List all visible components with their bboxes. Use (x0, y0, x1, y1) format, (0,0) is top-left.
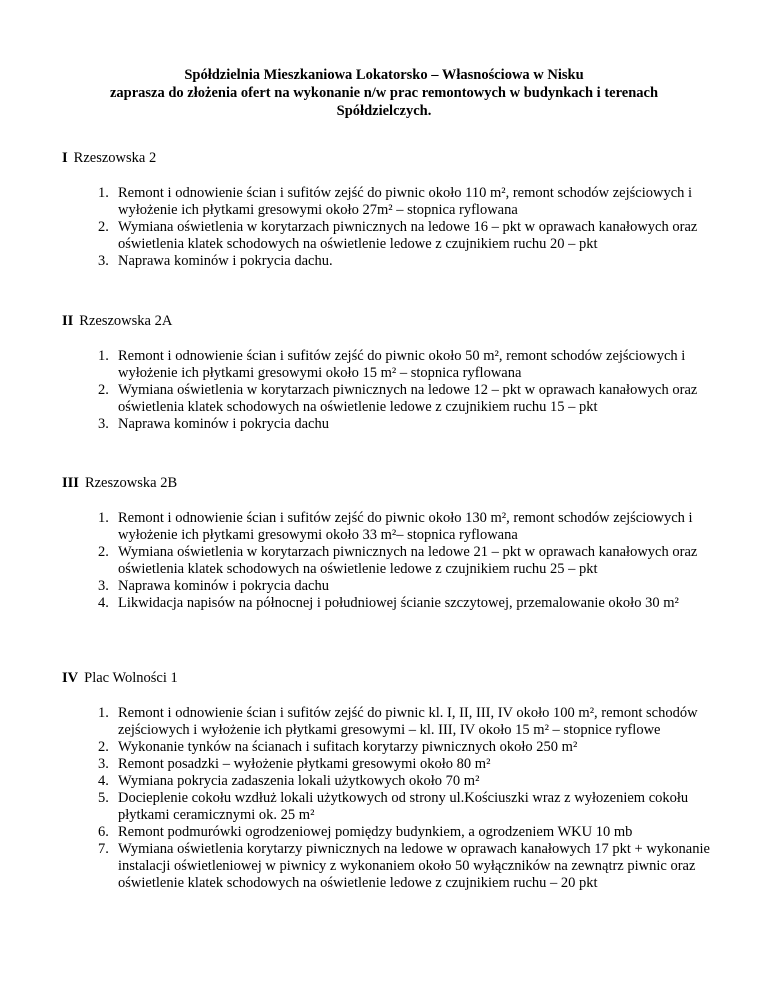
document-header (0, 66, 768, 120)
list-item (62, 510, 722, 544)
list-item (62, 348, 722, 382)
item-text: Wymiana oświetlenia w korytarzach piwnicznych na ledowe 16 – pkt w oprawach kanałowych oraz oświetlenia klatek schodowych na oświetlenie ledowe z czujnikiem ruchu 20 – pkt (118, 219, 698, 252)
item-text: Wymiana oświetlenia w korytarzach piwnicznych na ledowe 21 – pkt w oprawach kanałowych oraz oświetlenia klatek schodowych na oświetlenie ledowe z czujnikiem ruchu 25 – pkt (118, 544, 698, 577)
section-number: III (62, 475, 79, 491)
item-text: Remont i odnowienie ścian i sufitów zejść do piwnic kl. I, II, III, IV około 100 m², remont schodów zejściowych i wyłożenie ich płytkami gresowymi – kl. III, IV około 15 m² – stopnice ryflowe (118, 705, 698, 738)
work-list (62, 510, 722, 612)
header-line-1: Spółdzielnia Mieszkaniowa Lokatorsko – Własnościowa w Nisku (184, 67, 584, 83)
list-item (62, 790, 722, 824)
list-item (62, 219, 722, 253)
item-number: 1. (98, 705, 109, 721)
work-list (62, 348, 722, 433)
item-number: 2. (98, 544, 109, 560)
section-heading (62, 670, 722, 687)
list-item (62, 416, 722, 433)
item-number: 3. (98, 253, 109, 269)
work-list (62, 705, 722, 892)
section-1 (62, 150, 722, 270)
item-number: 7. (98, 841, 109, 857)
list-item (62, 253, 722, 270)
item-number: 5. (98, 790, 109, 806)
item-text: Wymiana oświetlenia w korytarzach piwnicznych na ledowe 12 – pkt w oprawach kanałowych oraz oświetlenia klatek schodowych na oświetlenie ledowe z czujnikiem ruchu 15 – pkt (118, 382, 698, 415)
item-number: 4. (98, 595, 109, 611)
item-number: 2. (98, 219, 109, 235)
list-item (62, 544, 722, 578)
section-2 (62, 313, 722, 433)
item-number: 1. (98, 510, 109, 526)
section-title: Rzeszowska 2A (79, 313, 173, 329)
list-item (62, 705, 722, 739)
item-text: Naprawa kominów i pokrycia dachu (118, 416, 329, 432)
item-text: Remont i odnowienie ścian i sufitów zejść do piwnic około 130 m², remont schodów zejściowych i wyłożenie ich płytkami gresowymi około 33 m²– stopnica ryflowana (118, 510, 693, 543)
section-title: Rzeszowska 2B (84, 475, 178, 491)
item-number: 1. (98, 185, 109, 201)
list-item (62, 382, 722, 416)
section-4 (62, 670, 722, 892)
item-number: 3. (98, 756, 109, 772)
list-item (62, 841, 722, 892)
item-number: 3. (98, 578, 109, 594)
item-text: Remont posadzki – wyłożenie płytkami gresowymi około 80 m² (118, 756, 491, 772)
item-number: 4. (98, 773, 109, 789)
item-text: Naprawa kominów i pokrycia dachu (118, 578, 329, 594)
list-item (62, 185, 722, 219)
item-number: 1. (98, 348, 109, 364)
list-item (62, 739, 722, 756)
header-line-2: zaprasza do złożenia ofert na wykonanie n/w prac remontowych w budynkach i terenach (109, 85, 659, 101)
list-item (62, 578, 722, 595)
section-title: Plac Wolności 1 (84, 670, 178, 686)
item-text: Likwidacja napisów na północnej i południowej ścianie szczytowej, przemalowanie około 30 m² (118, 595, 679, 611)
item-number: 6. (98, 824, 109, 840)
item-text: Naprawa kominów i pokrycia dachu. (118, 253, 333, 269)
item-text: Remont i odnowienie ścian i sufitów zejść do piwnic około 50 m², remont schodów zejściowych i wyłożenie ich płytkami gresowymi około 15 m² – stopnica ryflowana (118, 348, 686, 381)
section-number: IV (62, 670, 79, 686)
item-text: Wymiana pokrycia zadaszenia lokali użytkowych około 70 m² (118, 773, 480, 789)
item-number: 2. (98, 382, 109, 398)
item-text: Docieplenie cokołu wzdłuż lokali użytkowych od strony ul.Kościuszki wraz z wyłozeniem cokołu płytkami ceramicznymi ok. 25 m² (118, 790, 689, 823)
list-item (62, 595, 722, 612)
list-item (62, 773, 722, 790)
item-text: Remont i odnowienie ścian i sufitów zejść do piwnic około 110 m², remont schodów zejściowych i wyłożenie ich płytkami gresowymi około 27m² – stopnica ryflowana (118, 185, 693, 218)
section-number: I (62, 150, 68, 166)
section-number: II (62, 313, 74, 329)
section-3 (62, 475, 722, 612)
section-heading (62, 475, 722, 492)
work-list (62, 185, 722, 270)
section-heading (62, 150, 722, 167)
header-line-3: Spółdzielczych. (336, 103, 432, 119)
item-text: Remont podmurówki ogrodzeniowej pomiędzy budynkiem, a ogrodzeniem WKU 10 mb (118, 824, 633, 840)
item-number: 2. (98, 739, 109, 755)
section-heading (62, 313, 722, 330)
item-text: Wykonanie tynków na ścianach i sufitach korytarzy piwnicznych około 250 m² (118, 739, 578, 755)
item-number: 3. (98, 416, 109, 432)
list-item (62, 824, 722, 841)
section-title: Rzeszowska 2 (73, 150, 157, 166)
item-text: Wymiana oświetlenia korytarzy piwnicznych na ledowe w oprawach kanałowych 17 pkt + wykonanie instalacji oświetleniowej w piwnicy z wykonaniem około 50 wyłączników na zewnątrz piwnic oraz oświetlenie klatek schodowych na oświetlenie ledowe z czujnikiem ruchu – 20 pkt (118, 841, 710, 891)
list-item (62, 756, 722, 773)
